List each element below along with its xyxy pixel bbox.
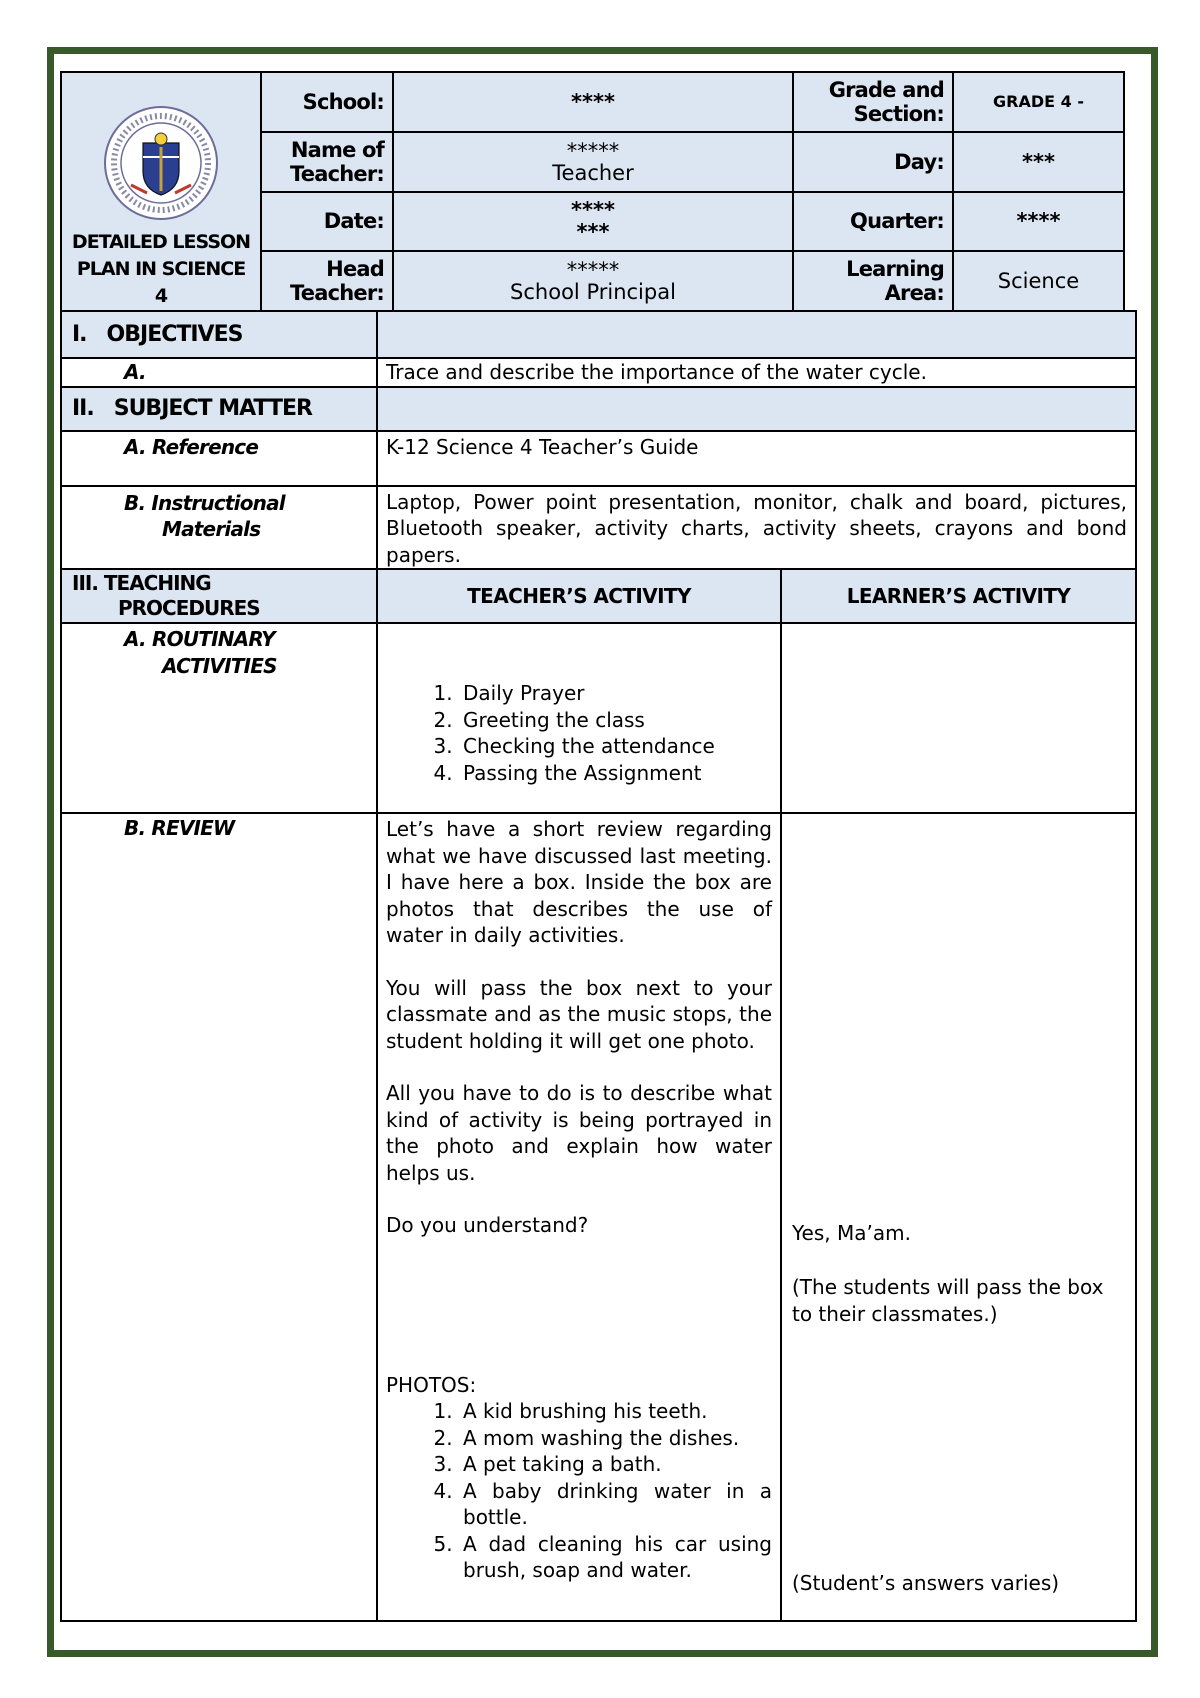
materials-label [61, 486, 377, 570]
learning-area-value: Science [953, 251, 1124, 311]
learner-answer-1: Yes, Ma’am. [792, 1221, 911, 1245]
date-value-line1: **** [571, 198, 615, 223]
learner-answer-3: (Student’s answers varies) [792, 1571, 1060, 1595]
materials-label-line1: B. Instructional [124, 490, 285, 515]
list-item: 4. Passing the Assignment [459, 760, 772, 787]
routinary-teacher-cell [377, 623, 781, 813]
teacher-value-line1: ***** [566, 138, 620, 163]
photos-label: PHOTOS: [386, 1372, 477, 1397]
photos-list [386, 1398, 772, 1584]
head-teacher-value [393, 251, 793, 311]
routinary-label-line2: ACTIVITIES [162, 654, 277, 678]
subject-number: II. [72, 396, 94, 421]
quarter-label: Quarter: [793, 192, 953, 252]
list-item: 3. Checking the attendance [459, 733, 772, 760]
list-item: 2. A mom washing the dishes. [459, 1425, 772, 1452]
day-value: *** [953, 132, 1124, 192]
deped-seal-icon [101, 103, 221, 223]
list-item: 4. A baby drinking water in a bottle. [459, 1478, 772, 1531]
procedures-heading [61, 569, 377, 623]
review-teacher-cell [377, 813, 781, 1621]
objective-a-label: A. [61, 358, 377, 387]
day-label: Day: [793, 132, 953, 192]
subject-heading [61, 387, 377, 431]
quarter-value: **** [953, 192, 1124, 252]
plan-title-line1: DETAILED LESSON [71, 231, 251, 253]
objective-a-text: Trace and describe the importance of the water cycle. [377, 358, 1136, 387]
date-label: Date: [261, 192, 393, 252]
lesson-body-table [60, 310, 1137, 1622]
subject-blank [377, 387, 1136, 431]
reference-text: K-12 Science 4 Teacher’s Guide [377, 431, 1136, 486]
head-teacher-value-line2: School Principal [510, 280, 676, 305]
lesson-header-table [60, 71, 1125, 312]
review-question: Do you understand? [386, 1213, 589, 1237]
learner-activity-heading: LEARNER’S ACTIVITY [781, 569, 1136, 623]
learning-area-label: Learning Area: [793, 251, 953, 311]
procedures-number: III. [72, 571, 98, 595]
teacher-value [393, 132, 793, 192]
list-item: 1. A kid brushing his teeth. [459, 1398, 772, 1425]
procedures-title-line1: TEACHING [103, 571, 211, 595]
routinary-list [386, 680, 772, 786]
teacher-label: Name of Teacher: [261, 132, 393, 192]
school-label: School: [261, 72, 393, 132]
plan-title-line2: PLAN IN SCIENCE 4 [76, 258, 246, 307]
routinary-label [61, 623, 377, 813]
review-para1: Let’s have a short review regarding what we have discussed last meeting. I have here a box. Inside the box are photos that describes the use of water in daily activities. [386, 817, 772, 947]
objectives-title: OBJECTIVES [106, 322, 243, 347]
list-item: 2. Greeting the class [459, 707, 772, 734]
routinary-label-line1: A. ROUTINARY [124, 627, 275, 651]
list-item: 5. A dad cleaning his car using brush, soap and water. [459, 1531, 772, 1584]
grade-value: GRADE 4 - [953, 72, 1124, 132]
review-para3: All you have to do is to describe what kind of activity is being portrayed in the photo and explain how water helps us. [386, 1081, 772, 1185]
school-value: **** [393, 72, 793, 132]
date-value-line2: *** [576, 220, 610, 245]
subject-title: SUBJECT MATTER [113, 396, 312, 421]
materials-text: Laptop, Power point presentation, monitor, chalk and board, pictures, Bluetooth speaker, activity charts, activity sheets, crayons and bond papers. [377, 486, 1136, 570]
materials-label-line2: Materials [162, 516, 261, 541]
date-value [393, 192, 793, 252]
teacher-value-line2: Teacher [552, 160, 634, 185]
reference-label: A. Reference [61, 431, 377, 486]
plan-title [70, 229, 252, 310]
review-label: B. REVIEW [61, 813, 377, 1621]
learner-answer-2: (The students will pass the box to their classmates.) [792, 1275, 1104, 1326]
objectives-number: I. [72, 322, 87, 347]
list-item: 3. A pet taking a bath. [459, 1451, 772, 1478]
grade-label: Grade and Section: [793, 72, 953, 132]
objectives-heading [61, 311, 377, 358]
routinary-learner-cell [781, 623, 1136, 813]
procedures-title-line2: PROCEDURES [118, 596, 260, 620]
teacher-activity-heading: TEACHER’S ACTIVITY [377, 569, 781, 623]
objectives-blank [377, 311, 1136, 358]
head-teacher-value-line1: ***** [566, 258, 620, 283]
review-para2: You will pass the box next to your classmate and as the music stops, the student holding it will get one photo. [386, 975, 772, 1053]
review-learner-cell [781, 813, 1136, 1621]
logo-cell [61, 72, 261, 311]
head-teacher-label: Head Teacher: [261, 251, 393, 311]
list-item: 1. Daily Prayer [459, 680, 772, 707]
